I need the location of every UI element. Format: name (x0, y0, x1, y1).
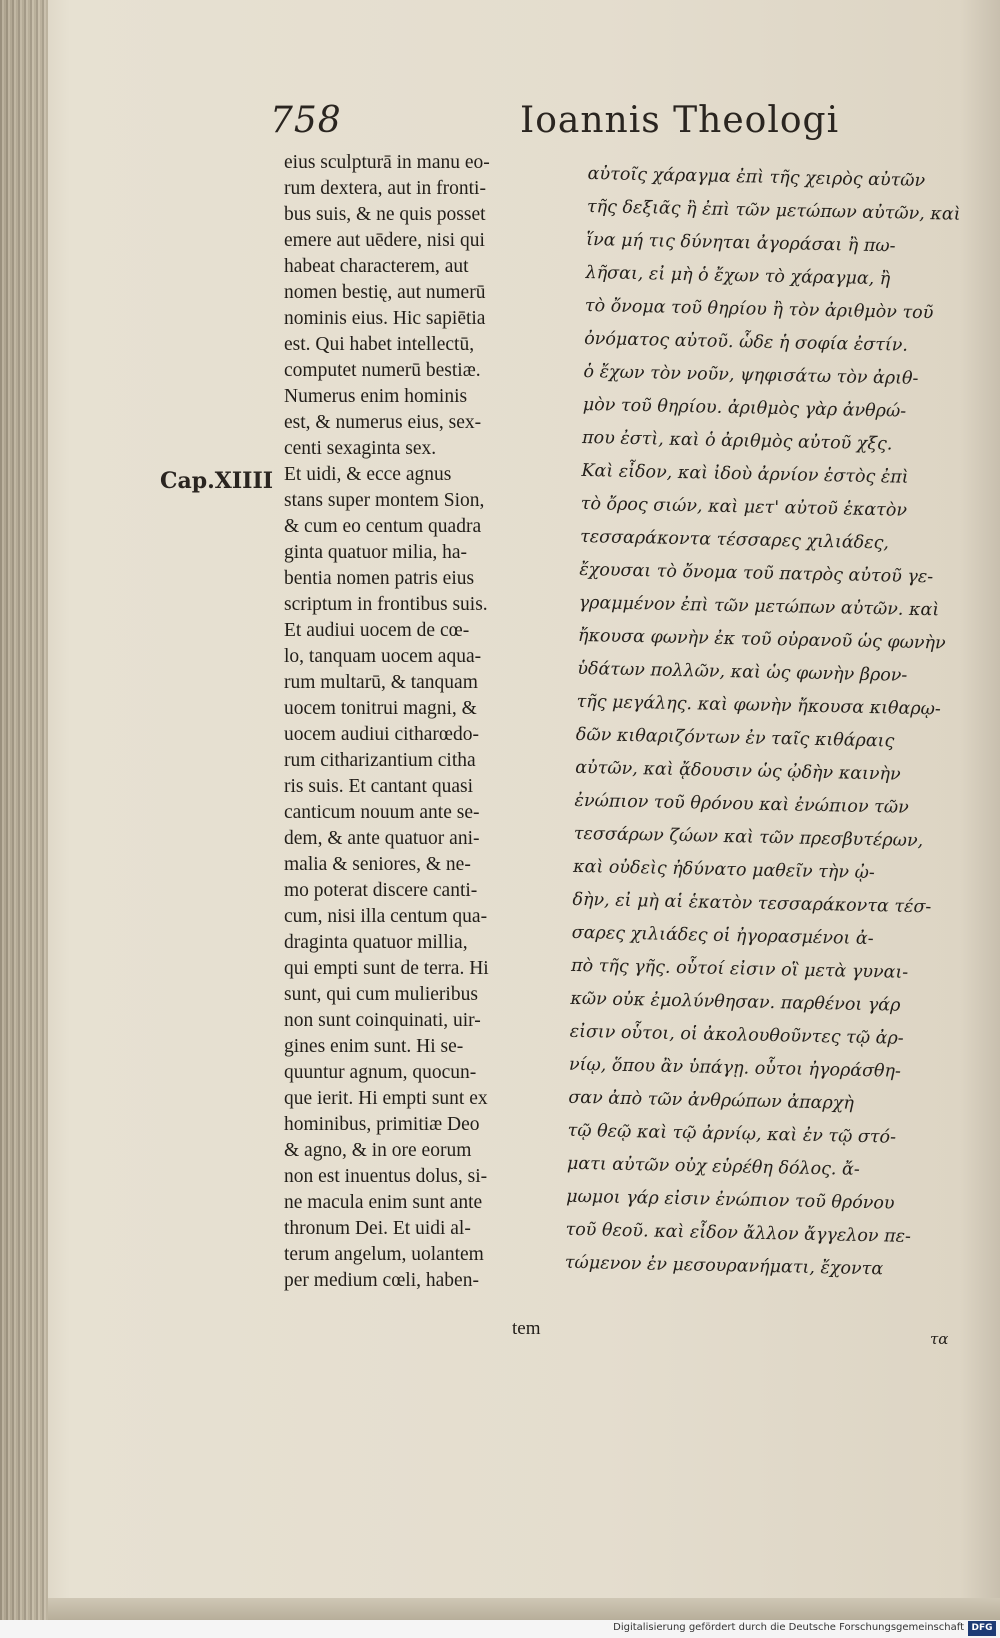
greek-text-line: τῷ θεῷ καὶ τῷ ἀρνίῳ, καὶ ἐν τῷ στό- (567, 1120, 897, 1148)
greek-text-line: μὸν τοῦ θηρίου. ἀριθμὸς γὰρ ἀνθρώ- (582, 394, 907, 422)
digitization-credit: Digitalisierung gefördert durch die Deutsche Forschungsgemeinschaft (613, 1622, 964, 1633)
latin-text-line: lo, tanquam uocem aqua- (284, 646, 482, 667)
latin-text-line: rum dextera, aut in fronti- (284, 178, 486, 199)
latin-text-line: rum citharizantium citha (284, 750, 476, 771)
greek-text-line: που ἐστὶ, καὶ ὁ ἀριθμὸς αὐτοῦ χξς. (581, 427, 893, 455)
latin-text-line: stans super montem Sion, (284, 490, 485, 511)
latin-text-line: draginta quatuor millia, (284, 932, 468, 953)
latin-text-line: uocem audiui citharœdo- (284, 724, 479, 745)
greek-text-line: ἤκουσα φωνὴν ἐκ τοῦ οὐρανοῦ ὡς φωνὴν (577, 625, 946, 654)
greek-text-line: δὴν, εἰ μὴ αἱ ἑκατὸν τεσσαράκοντα τέσ- (572, 889, 932, 918)
greek-text-line: νίῳ, ὅπου ἂν ὑπάγῃ. οὗτοι ἠγοράσθη- (568, 1054, 902, 1082)
page-edge-bottom (48, 1598, 1000, 1620)
greek-text-line: μωμοι γάρ εἰσιν ἐνώπιον τοῦ θρόνου (566, 1186, 895, 1214)
latin-text-line: Et audiui uocem de cœ- (284, 620, 470, 641)
latin-text-line: & cum eo centum quadra (284, 516, 482, 537)
greek-text-line: ματι αὐτῶν οὐχ εὑρέθη δόλος. ἄ- (566, 1153, 860, 1180)
page-edge-left (0, 0, 48, 1638)
latin-text-line: terum angelum, uolantem (284, 1244, 484, 1265)
greek-text-line: σαν ἀπὸ τῶν ἀνθρώπων ἀπαρχὴ (568, 1087, 855, 1114)
latin-text-line: emere aut uēdere, nisi qui (284, 230, 485, 251)
greek-text-line: κῶν οὐκ ἐμολύνθησαν. παρθένοι γάρ (570, 988, 901, 1016)
latin-text-line: centi sexaginta sex. (284, 438, 437, 459)
latin-text-line: mo poterat discere canti- (284, 880, 478, 901)
latin-text-line: malia & seniores, & ne- (284, 854, 471, 875)
greek-text-line: ὀνόματος αὐτοῦ. ὧδε ἡ σοφία ἐστίν. (584, 328, 909, 356)
latin-text-line: ginta quatuor milia, ha- (284, 542, 468, 563)
latin-text-line: ne macula enim sunt ante (284, 1192, 483, 1213)
greek-text-line: ὁ ἔχων τὸν νοῦν, ψηφισάτω τὸν ἀριθ- (583, 361, 919, 389)
latin-text-line: Et uidi, & ecce agnus (284, 464, 452, 485)
greek-catchword: τα (930, 1330, 949, 1348)
latin-text-line: non est inuentus dolus, si- (284, 1166, 488, 1187)
latin-text-line: qui empti sunt de terra. Hi (284, 958, 489, 979)
greek-text-line: ἔχουσαι τὸ ὄνομα τοῦ πατρὸς αὐτοῦ γε- (579, 559, 934, 588)
catchword: tem (512, 1318, 541, 1339)
latin-text-line: scriptum in frontibus suis. (284, 594, 488, 615)
latin-text-line: sunt, qui cum mulieribus (284, 984, 478, 1005)
latin-text-line: computet numerū bestiæ. (284, 360, 481, 381)
latin-text-line: dem, & ante quatuor ani- (284, 828, 480, 849)
greek-text-line: τοῦ θεοῦ. καὶ εἶδον ἄλλον ἄγγελον πε- (565, 1219, 912, 1247)
greek-text-line: ὑδάτων πολλῶν, καὶ ὡς φωνὴν βρον- (577, 658, 908, 686)
latin-text-line: ris suis. Et cantant quasi (284, 776, 474, 797)
latin-text-line: est. Qui habet intellectū, (284, 334, 475, 355)
greek-text-line: καὶ οὐδεὶς ἠδύνατο μαθεῖν τὴν ᾠ- (572, 856, 875, 884)
running-head: Ioannis Theologi (520, 100, 840, 141)
latin-text-line: nominis eius. Hic sapiētia (284, 308, 486, 329)
greek-text-line: πὸ τῆς γῆς. οὗτοί εἰσιν οἳ μετὰ γυναι- (570, 955, 909, 983)
greek-text-line: δῶν κιθαριζόντων ἐν ταῖς κιθάραις (575, 724, 895, 752)
greek-text-line: τῆς δεξιᾶς ἢ ἐπὶ τῶν μετώπων αὐτῶν, καὶ (586, 196, 961, 225)
greek-text-line: εἰσιν οὗτοι, οἱ ἀκολουθοῦντες τῷ ἀρ- (569, 1021, 904, 1049)
latin-text-line: uocem tonitrui magni, & (284, 698, 477, 719)
latin-text-line: per medium cœli, haben- (284, 1270, 479, 1291)
latin-text-line: bentia nomen patris eius (284, 568, 475, 589)
greek-text-line: τεσσάρων ζώων καὶ τῶν πρεσβυτέρων, (573, 823, 924, 852)
latin-text-column (284, 150, 574, 1294)
latin-text-line: eius sculpturā in manu eo- (284, 152, 490, 173)
greek-text-line: αὐτῶν, καὶ ᾄδουσιν ὡς ᾠδὴν καινὴν (575, 757, 901, 785)
greek-text-line: γραμμένον ἐπὶ τῶν μετώπων αὐτῶν. καὶ (578, 592, 940, 621)
latin-text-line: non sunt coinquinati, uir- (284, 1010, 481, 1031)
latin-text-line: quuntur agnum, quocun- (284, 1062, 477, 1083)
chapter-marker: Cap.XIIII (160, 468, 274, 494)
greek-text-line: σαρες χιλιάδες οἱ ἠγορασμένοι ἀ- (571, 922, 874, 950)
latin-text-line: est, & numerus eius, sex- (284, 412, 482, 433)
latin-text-line: nomen bestię, aut numerū (284, 282, 486, 303)
greek-text-line: αὐτοῖς χάραγμα ἐπὶ τῆς χειρὸς αὐτῶν (587, 163, 926, 192)
latin-text-line: thronum Dei. Et uidi al- (284, 1218, 471, 1239)
latin-text-line: gines enim sunt. Hi se- (284, 1036, 464, 1057)
latin-text-line: canticum nouum ante se- (284, 802, 480, 823)
greek-text-line: τεσσαράκοντα τέσσαρες χιλιάδες, (579, 526, 890, 554)
greek-text-column (565, 158, 960, 1288)
greek-text-line: τὸ ὄρος σιών, καὶ μετ' αὐτοῦ ἑκατὸν (580, 493, 908, 521)
greek-text-line: ἵνα μή τις δύνηται ἀγοράσαι ἢ πω- (586, 229, 896, 257)
greek-text-line: ἐνώπιον τοῦ θρόνου καὶ ἐνώπιον τῶν (574, 790, 909, 818)
greek-text-line: τώμενον ἐν μεσουρανήματι, ἔχοντα (564, 1252, 884, 1280)
greek-text-line: λῆσαι, εἰ μὴ ὁ ἔχων τὸ χάραγμα, ἢ (585, 262, 891, 290)
latin-text-line: que ierit. Hi empti sunt ex (284, 1088, 488, 1109)
latin-text-line: hominibus, primitiæ Deo (284, 1114, 480, 1135)
latin-text-line: Numerus enim hominis (284, 386, 468, 407)
dfg-logo: DFG (968, 1621, 996, 1636)
latin-text-line: & agno, & in ore eorum (284, 1140, 472, 1161)
page-number: 758 (270, 100, 342, 141)
latin-text-line: bus suis, & ne quis posset (284, 204, 486, 225)
latin-text-line: cum, nisi illa centum qua- (284, 906, 488, 927)
latin-text-line: rum multarū, & tanquam (284, 672, 478, 693)
latin-text-line: habeat characterem, aut (284, 256, 469, 277)
greek-text-line: τὸ ὄνομα τοῦ θηρίου ἢ τὸν ἀριθμὸν τοῦ (584, 295, 934, 324)
greek-text-line: τῆς μεγάλης. καὶ φωνὴν ἤκουσα κιθαρῳ- (576, 691, 942, 720)
greek-text-line: Καὶ εἶδον, καὶ ἰδοὺ ἀρνίον ἑστὸς ἐπὶ (581, 460, 909, 488)
